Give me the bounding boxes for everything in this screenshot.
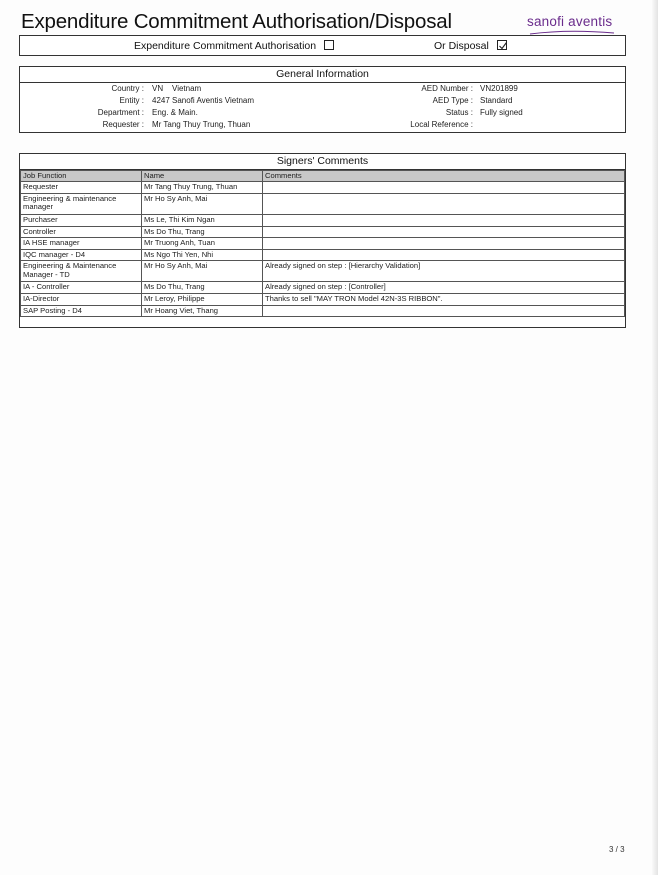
comment-cell	[263, 226, 625, 238]
signer-name-cell: Mr Leroy, Philippe	[142, 293, 263, 305]
department-label: Department :	[97, 108, 144, 117]
aed-number-label: AED Number :	[421, 84, 473, 93]
country-value: VN Vietnam	[152, 84, 202, 93]
table-row	[21, 293, 625, 305]
local-reference-label: Local Reference :	[410, 120, 473, 129]
comment-cell	[263, 305, 625, 317]
general-information-box	[19, 66, 626, 133]
comment-cell	[263, 249, 625, 261]
checkmark-icon	[498, 41, 508, 51]
general-row	[20, 108, 620, 119]
job-function-cell: IA HSE manager	[21, 238, 142, 250]
comment-cell	[263, 194, 625, 215]
job-function-cell: Controller	[21, 226, 142, 238]
entity-label: Entity :	[119, 96, 144, 105]
signer-name-cell: Ms Do Thu, Trang	[142, 282, 263, 294]
table-row	[21, 238, 625, 250]
table-header-row	[21, 171, 625, 182]
job-function-cell: Purchaser	[21, 215, 142, 227]
job-function-cell: IA-Director	[21, 293, 142, 305]
signers-table	[20, 170, 625, 317]
requester-label: Requester :	[102, 120, 144, 129]
table-row	[21, 249, 625, 261]
document-title: Expenditure Commitment Authorisation/Disposal	[21, 10, 452, 33]
general-row	[20, 84, 620, 95]
aed-number-value: VN201899	[480, 84, 518, 93]
table-row	[21, 215, 625, 227]
table-row	[21, 261, 625, 282]
aed-type-label: AED Type :	[432, 96, 473, 105]
signers-comments-title: Signers' Comments	[20, 154, 625, 170]
authorisation-box	[19, 35, 626, 56]
company-logo: sanofi aventis	[527, 14, 613, 29]
column-header-name: Name	[142, 171, 263, 182]
table-row	[21, 305, 625, 317]
department-value: Eng. & Main.	[152, 108, 198, 117]
table-row	[21, 182, 625, 194]
entity-value: 4247 Sanofi Aventis Vietnam	[152, 96, 254, 105]
signer-name-cell: Mr Hoang Viet, Thang	[142, 305, 263, 317]
signer-name-cell: Ms Do Thu, Trang	[142, 226, 263, 238]
column-header-comments: Comments	[263, 171, 625, 182]
status-value: Fully signed	[480, 108, 523, 117]
page-number: 3 / 3	[609, 845, 625, 854]
authorisation-checkbox[interactable]	[324, 40, 334, 50]
disposal-option	[434, 40, 507, 52]
disposal-checkbox[interactable]	[497, 40, 507, 50]
job-function-cell: IQC manager - D4	[21, 249, 142, 261]
comment-cell	[263, 215, 625, 227]
comment-cell	[263, 182, 625, 194]
column-header-job-function: Job Function	[21, 171, 142, 182]
comment-cell: Thanks to sell "MAY TRON Model 42N-3S RIBBON".	[263, 293, 625, 305]
job-function-cell: Engineering & maintenance manager	[21, 194, 142, 215]
job-function-cell: Engineering & Maintenance Manager - TD	[21, 261, 142, 282]
comment-cell: Already signed on step : [Controller]	[263, 282, 625, 294]
table-row	[21, 194, 625, 215]
signer-name-cell: Mr Tang Thuy Trung, Thuan	[142, 182, 263, 194]
table-row	[21, 282, 625, 294]
job-function-cell: SAP Posting - D4	[21, 305, 142, 317]
requester-value: Mr Tang Thuy Trung, Thuan	[152, 120, 251, 129]
comment-cell	[263, 238, 625, 250]
general-row	[20, 96, 620, 107]
job-function-cell: IA - Controller	[21, 282, 142, 294]
table-row	[21, 226, 625, 238]
signer-name-cell: Mr Truong Anh, Tuan	[142, 238, 263, 250]
general-row	[20, 120, 620, 131]
aed-type-value: Standard	[480, 96, 513, 105]
signers-comments-box	[19, 153, 626, 328]
job-function-cell: Requester	[21, 182, 142, 194]
signer-name-cell: Mr Ho Sy Anh, Mai	[142, 261, 263, 282]
page-edge-shadow	[652, 0, 658, 875]
disposal-label: Or Disposal	[434, 40, 489, 52]
signer-name-cell: Ms Le, Thi Kim Ngan	[142, 215, 263, 227]
signer-name-cell: Mr Ho Sy Anh, Mai	[142, 194, 263, 215]
comment-cell: Already signed on step : [Hierarchy Validation]	[263, 261, 625, 282]
country-label: Country :	[111, 84, 144, 93]
general-information-title: General Information	[20, 67, 625, 83]
signer-name-cell: Ms Ngo Thi Yen, Nhi	[142, 249, 263, 261]
authorisation-label: Expenditure Commitment Authorisation	[134, 40, 317, 52]
authorisation-option	[134, 40, 334, 52]
status-label: Status :	[445, 108, 473, 117]
